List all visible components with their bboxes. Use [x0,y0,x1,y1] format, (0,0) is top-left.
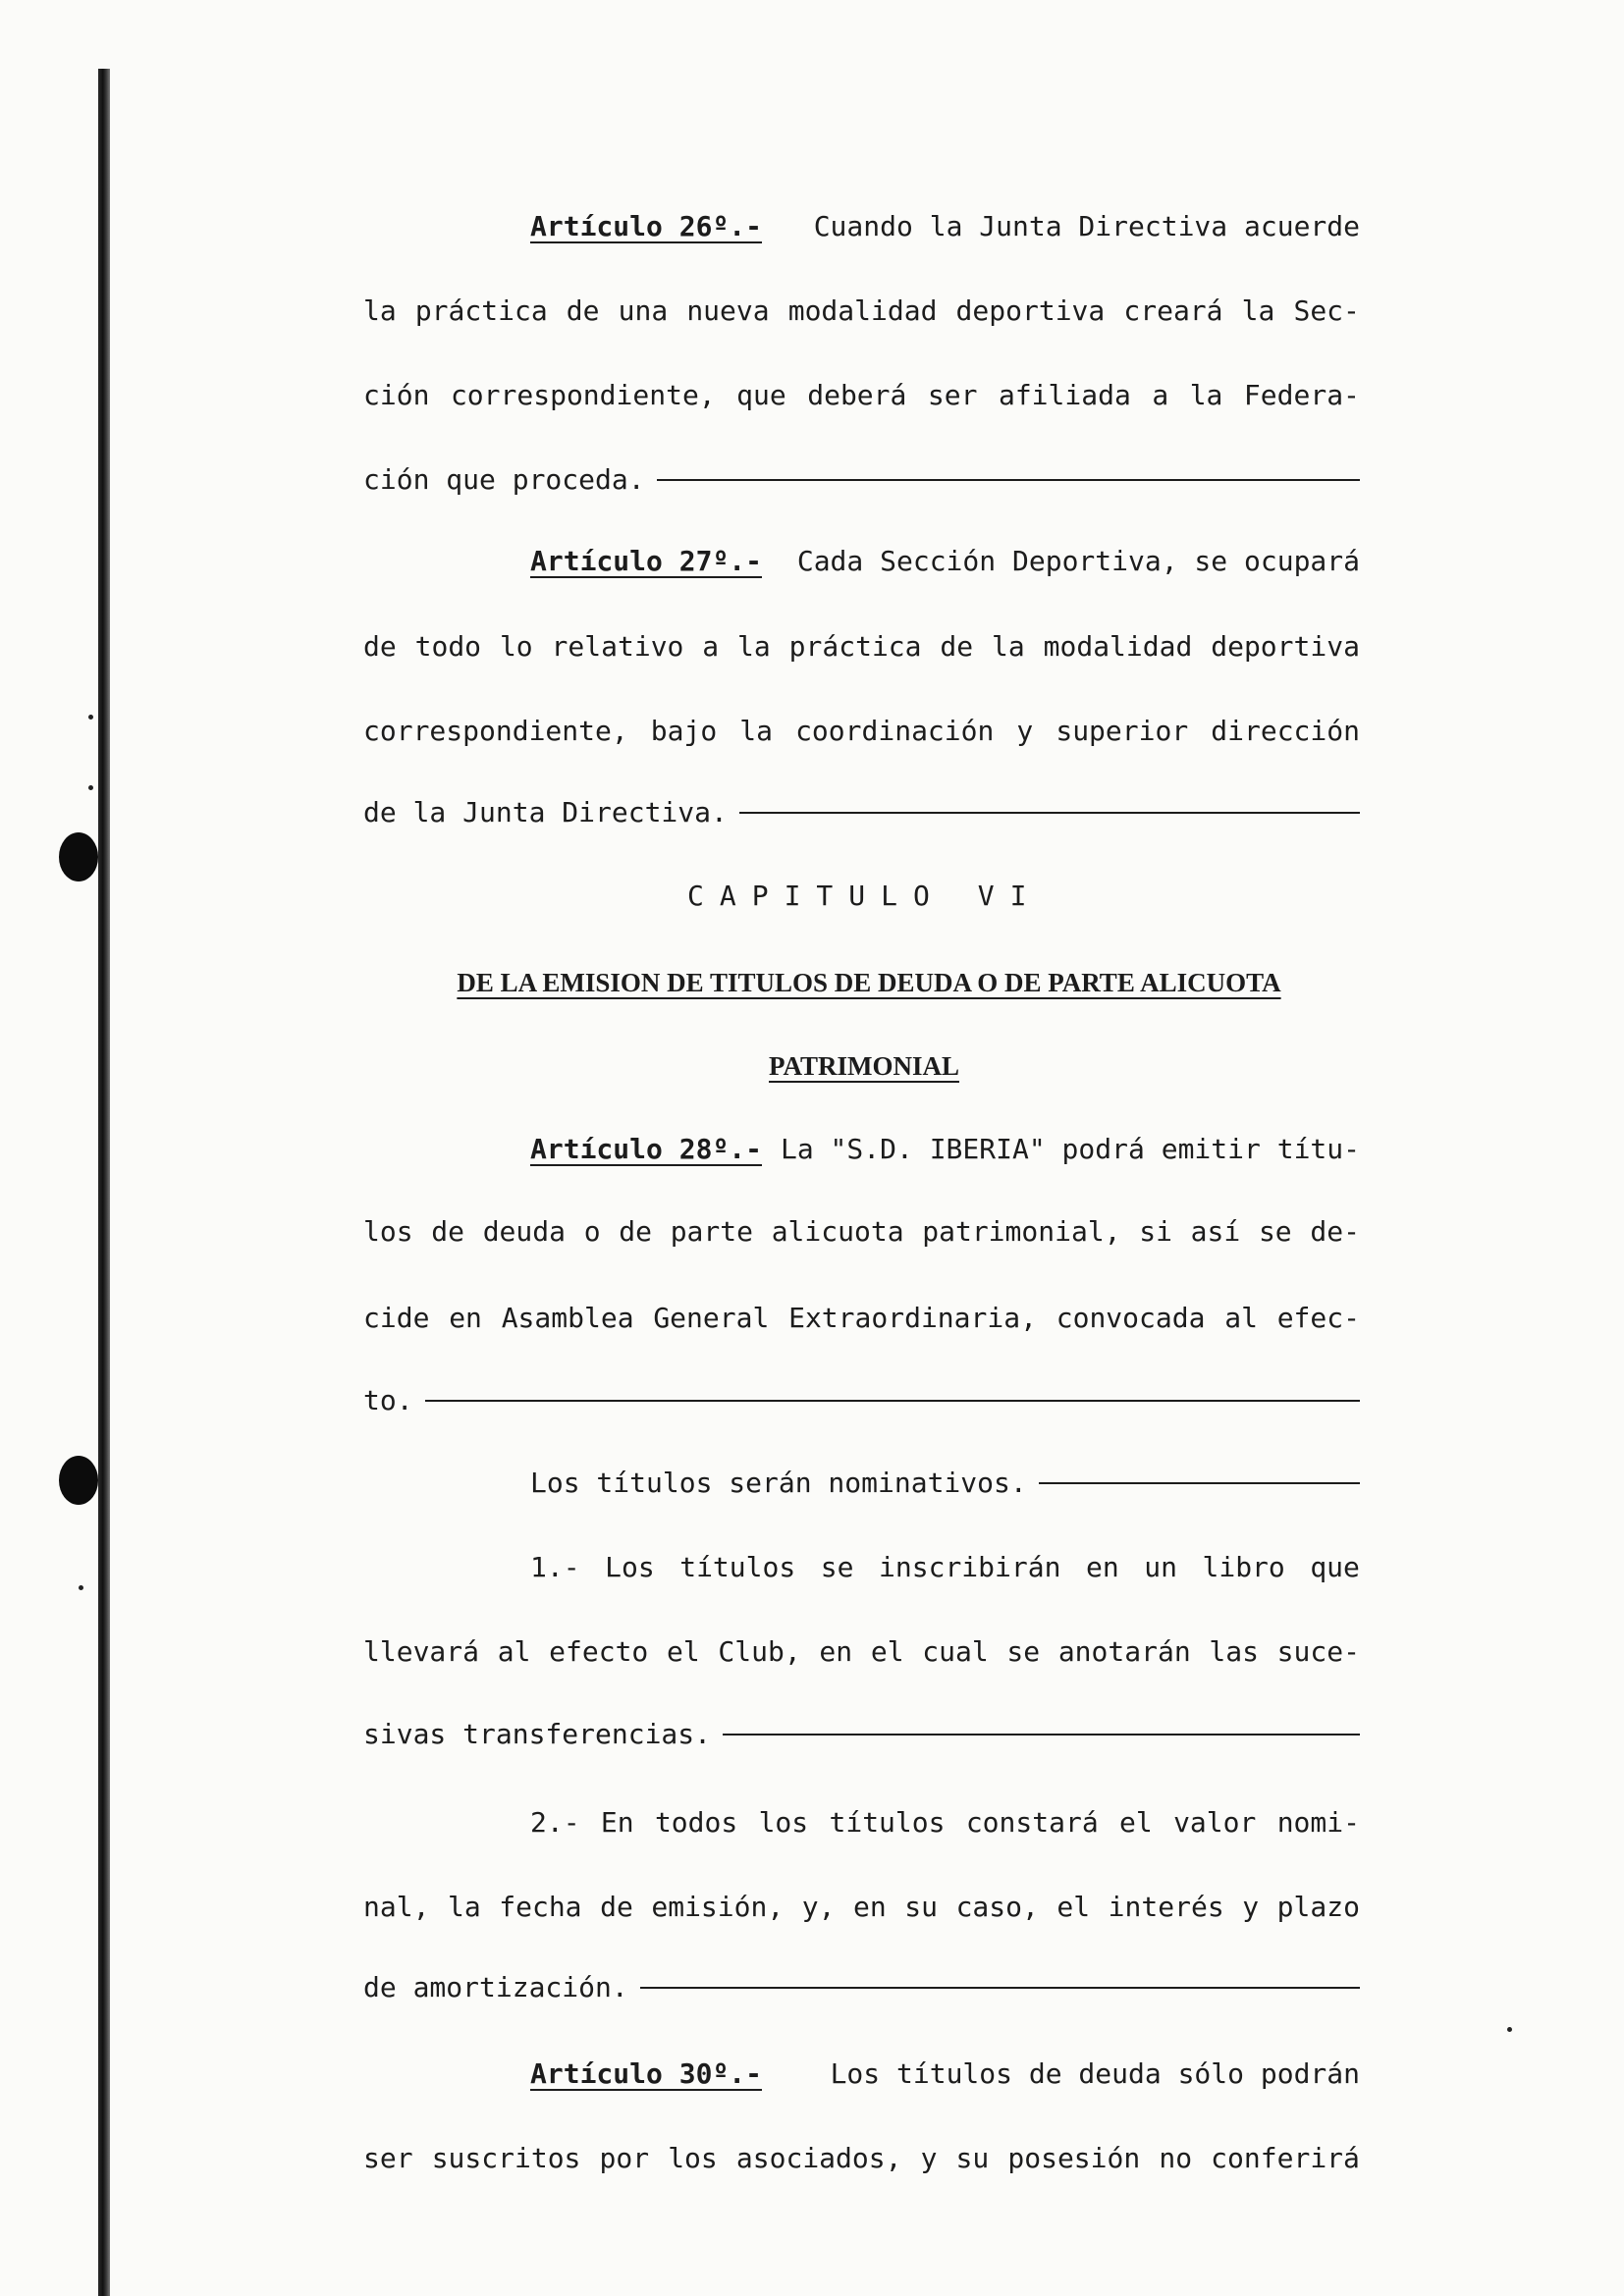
art30-line1 [530,2052,1360,2097]
art27-line3: correspondiente, bajo la coordinación y superior dirección [363,715,1360,747]
art30-text: Los títulos de deuda sólo podrán [830,2057,1360,2090]
art28-nominativos [530,1461,1360,1506]
scan-speck [88,785,93,790]
item1-line3 [363,1712,1360,1757]
chapter-title [687,874,1100,919]
scan-speck [88,715,93,720]
art27-line2: de todo lo relativo a la práctica de la modalidad deportiva [363,630,1360,663]
nominativos-text: Los títulos serán nominativos. [530,1467,1027,1499]
art26-line3: ción correspondiente, que deberá ser afiliada a la Federa- [363,379,1360,411]
art28-line4 [363,1378,1360,1423]
binder-edge [98,69,110,2296]
art27-line4 [363,790,1360,835]
item1-line1: 1.- Los títulos se inscribirán en un libro que [530,1551,1360,1583]
chapter-subtitle-text-2: PATRIMONIAL [769,1051,959,1081]
fill-line [739,812,1360,814]
item2-line2: nal, la fecha de emisión, y, en su caso, el interés y plazo [363,1891,1360,1923]
art28-end-text: to. [363,1384,413,1416]
art28-line3: cide en Asamblea General Extraordinaria, convocada al efec- [363,1302,1360,1334]
item2-line3 [363,1965,1360,2010]
scan-speck [1507,2027,1512,2032]
art28-text: La "S.D. IBERIA" podrá emitir títu- [780,1133,1360,1165]
fill-line [1039,1482,1360,1484]
art26-end-text: ción que proceda. [363,463,645,496]
item2-line1: 2.- En todos los títulos constará el valor nomi- [530,1806,1360,1839]
art26-line2: la práctica de una nueva modalidad deportiva creará la Sec- [363,294,1360,327]
fill-line [723,1734,1360,1735]
punch-hole-lower [59,1456,98,1505]
art28-line1 [530,1127,1360,1172]
art27-heading: Artículo 27º.- [530,545,763,577]
chapter-subtitle-text-1: DE LA EMISION DE TITULOS DE DEUDA O DE PARTE ALICUOTA [457,968,1281,997]
art27-text: Cada Sección Deportiva, se ocupará [796,545,1360,577]
art30-heading: Artículo 30º.- [530,2057,763,2090]
item1-line2: llevará al efecto el Club, en el cual se anotarán las suce- [363,1635,1360,1668]
art28-line2: los de deuda o de parte alicuota patrimonial, si así se de- [363,1215,1360,1248]
art30-line2: ser suscritos por los asociados, y su posesión no conferirá [363,2142,1360,2174]
fill-line [640,1987,1360,1989]
item1-end-text: sivas transferencias. [363,1718,712,1750]
item2-end-text: de amortización. [363,1971,628,2003]
art28-heading: Artículo 28º.- [530,1133,763,1165]
chapter-subtitle-2 [668,1043,1060,1089]
art26-text: Cuando la Junta Directiva acuerde [813,210,1360,242]
fill-line [657,479,1360,481]
art26-line1 [530,204,1360,249]
art27-line1 [530,539,1360,584]
chapter-title-text: CAPITULO VI [687,880,1043,912]
art26-line4 [363,457,1360,503]
punch-hole-upper [59,832,98,881]
fill-line [425,1400,1360,1402]
scan-speck [79,1585,83,1590]
art27-end-text: de la Junta Directiva. [363,796,728,828]
art26-heading: Artículo 26º.- [530,210,763,242]
chapter-subtitle-1 [422,960,1316,1005]
